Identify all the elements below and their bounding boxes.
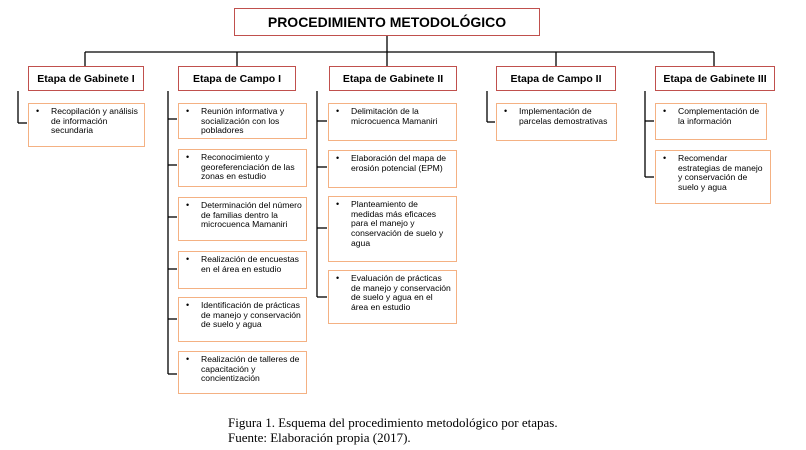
bullet-icon: • <box>336 273 340 283</box>
task-text: Realización de talleres de capacitación y concientización <box>201 354 300 384</box>
task-box <box>655 150 771 204</box>
task-text: Recopilación y análisis de información secundaria <box>51 106 138 136</box>
task-box <box>178 197 307 241</box>
stage-campo-2: Etapa de Campo II <box>496 66 616 91</box>
task-text: Complementación de la información <box>678 106 760 126</box>
bullet-icon: • <box>663 153 667 163</box>
task-text: Determinación del número de familias dentro la microcuenca Mamaniri <box>201 200 302 230</box>
stage-campo-1: Etapa de Campo I <box>178 66 296 91</box>
bullet-icon: • <box>186 200 190 210</box>
task-box <box>178 251 307 289</box>
bullet-icon: • <box>186 106 190 116</box>
task-box <box>655 103 767 140</box>
bullet-icon: • <box>663 106 667 116</box>
task-text: Reunión informativa y socialización con los pobladores <box>201 106 285 136</box>
task-box <box>178 149 307 187</box>
task-text: Planteamiento de medidas más eficaces para el manejo y conservación de suelo y agua <box>351 199 444 248</box>
bullet-icon: • <box>186 254 190 264</box>
task-box <box>328 270 457 324</box>
task-box <box>28 103 145 147</box>
bullet-icon: • <box>336 106 340 116</box>
stage-gabinete-1: Etapa de Gabinete I <box>28 66 144 91</box>
stage-gabinete-3: Etapa de Gabinete III <box>655 66 775 91</box>
bullet-icon: • <box>336 153 340 163</box>
task-text: Realización de encuestas en el área en estudio <box>201 254 299 274</box>
bullet-icon: • <box>336 199 340 209</box>
caption-line-2: Fuente: Elaboración propia (2017). <box>228 430 411 445</box>
task-box <box>178 297 307 342</box>
bullet-icon: • <box>186 152 190 162</box>
task-box <box>178 103 307 139</box>
figure-caption <box>228 415 558 445</box>
bullet-icon: • <box>186 300 190 310</box>
task-text: Delimitación de la microcuenca Mamaniri <box>351 106 438 126</box>
diagram-title: PROCEDIMIENTO METODOLÓGICO <box>234 8 540 36</box>
task-text: Recomendar estrategias de manejo y conservación de suelo y agua <box>678 153 763 192</box>
task-text: Reconocimiento y georeferenciación de las zonas en estudio <box>201 152 295 182</box>
task-box <box>178 351 307 394</box>
task-text: Evaluación de prácticas de manejo y conservación de suelo y agua en el área en estudio <box>351 273 451 312</box>
task-text: Elaboración del mapa de erosión potencial (EPM) <box>351 153 447 173</box>
bullet-icon: • <box>186 354 190 364</box>
task-text: Identificación de prácticas de manejo y conservación de suelo y agua <box>201 300 301 330</box>
caption-line-1: Figura 1. Esquema del procedimiento metodológico por etapas. <box>228 415 558 430</box>
task-box <box>328 103 457 141</box>
task-text: Implementación de parcelas demostrativas <box>519 106 608 126</box>
stage-gabinete-2: Etapa de Gabinete II <box>329 66 457 91</box>
bullet-icon: • <box>504 106 508 116</box>
task-box <box>328 150 457 188</box>
task-box <box>328 196 457 262</box>
bullet-icon: • <box>36 106 40 116</box>
task-box <box>496 103 617 141</box>
